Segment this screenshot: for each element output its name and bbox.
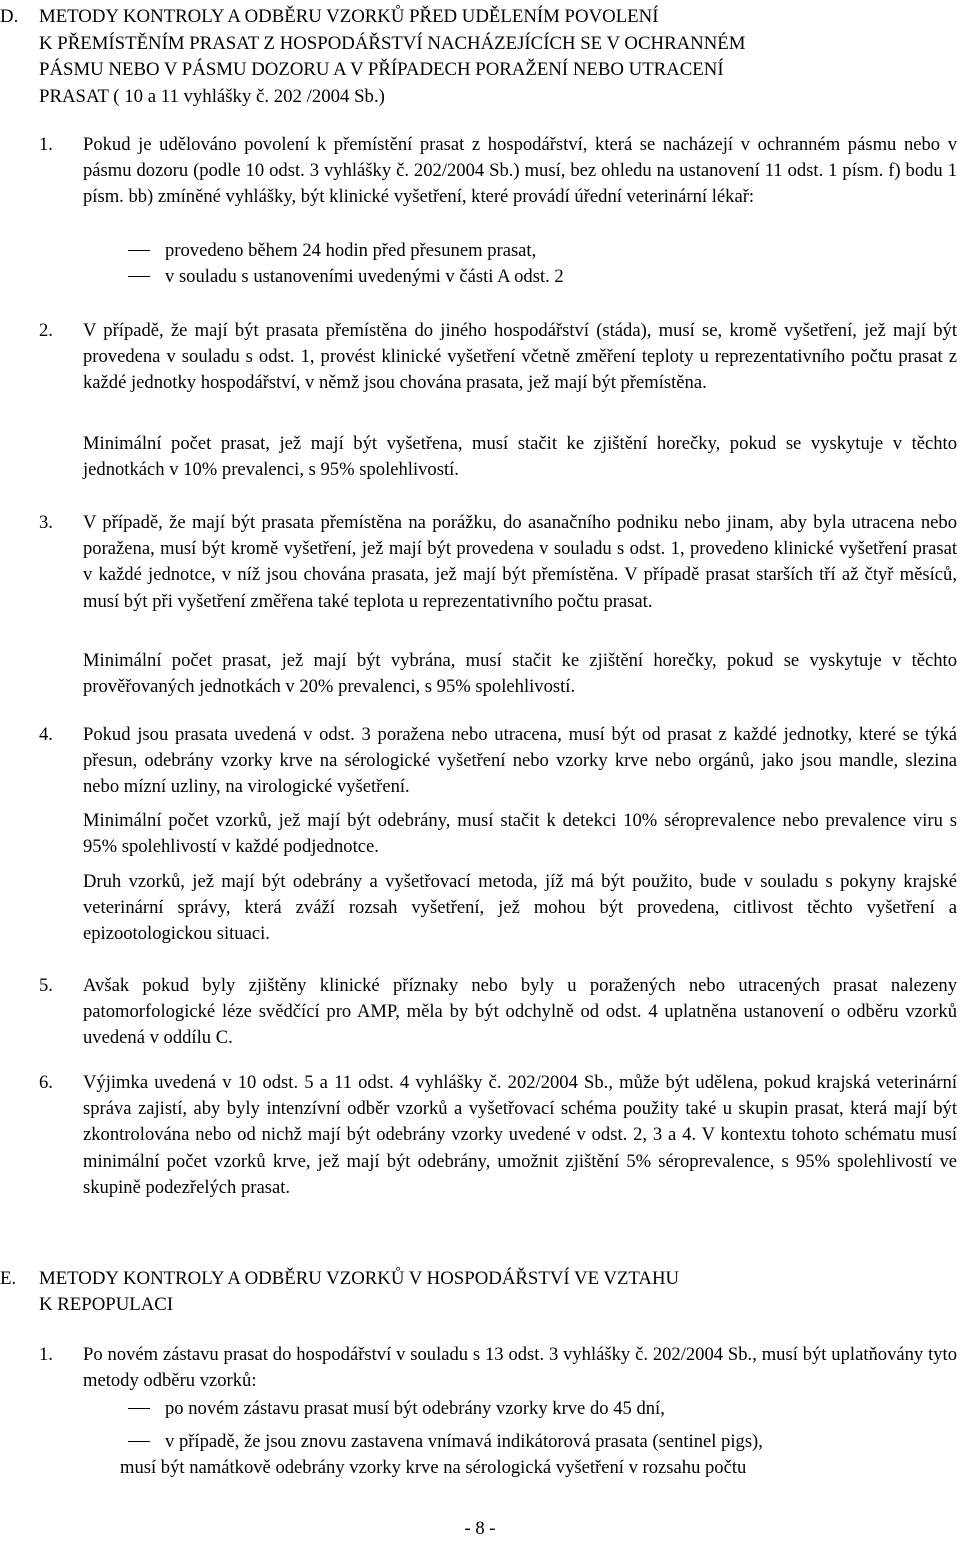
item-number: 1. — [39, 134, 53, 155]
section-d-letter: D. — [0, 6, 19, 27]
item-text: V případě, že mají být prasata přemístěna na porážku, do asanačního podniku nebo jinam, aby byla utracena nebo poražena, musí být kromě vyšetření, jež mají být provedena v souladu s odst. 1, provedeno klinické vyšetření prasat v každé jednotce, v níž jsou chována prasata, jež mají být přemístěna. V případě prasat starších tří až čtyř měsíců, musí být při vyšetření změřena také teplota u reprezentativního počtu prasat. — [83, 512, 957, 612]
item-text: Avšak pokud byly zjištěny klinické příznaky nebo byly u poražených nebo utracených prasat nalezeny patomorfologické léze svědčící pro AMP, měla by být odchylně od odst. 4 uplatněna ustanovení o odběru vzorků uvedená v oddílu C. — [83, 975, 957, 1049]
dash-marker — [128, 1441, 150, 1442]
item-number: 1. — [39, 1344, 53, 1365]
item-paragraph: Minimální počet vzorků, jež mají být odebrány, musí stačit k detekci 10% séroprevalence nebo prevalence viru s 95% spolehlivostí v každé podjednotce. — [83, 810, 957, 858]
section-e-title-line-1: METODY KONTROLY A ODBĚRU VZORKŮ V HOSPODÁŘSTVÍ VE VZTAHU — [39, 1268, 680, 1289]
section-e-title-line-2: K REPOPULACI — [39, 1294, 174, 1315]
item-number: 4. — [39, 724, 53, 745]
item-number: 2. — [39, 320, 53, 341]
section-d-title-line-3: PÁSMU NEBO V PÁSMU DOZORU A V PŘÍPADECH PORAŽENÍ NEBO UTRACENÍ — [39, 59, 724, 80]
item-paragraph: Minimální počet prasat, jež mají být vybrána, musí stačit ke zjištění horečky, pokud se vyskytuje v těchto prověřovaných jednotkách v 20% prevalenci, s 95% spolehlivostí. — [83, 650, 957, 698]
item-number: 3. — [39, 512, 53, 533]
dash-marker — [128, 276, 150, 277]
item-paragraph: Minimální počet prasat, jež mají být vyšetřena, musí stačit ke zjištění horečky, pokud se vyskytuje v těchto jednotkách v 10% prevalenci, s 95% spolehlivostí. — [83, 433, 957, 481]
section-d-title-line-1: METODY KONTROLY A ODBĚRU VZORKŮ PŘED UDĚLENÍM POVOLENÍ — [39, 6, 659, 27]
item-text: Po novém zástavu prasat do hospodářství v souladu s 13 odst. 3 vyhlášky č. 202/2004 Sb., musí být uplatňovány tyto metody odběru vzorků: — [83, 1344, 957, 1392]
item-text: Pokud jsou prasata uvedená v odst. 3 poražena nebo utracena, musí být od prasat z každé jednotky, které se týká přesun, odebrány vzorky krve na sérologické vyšetření nebo vzorky krve nebo orgánů, jako jsou mandle, slezina nebo mízní uzliny, na virologické vyšetření. — [83, 724, 957, 798]
bullet-text: v případě, že jsou znovu zastavena vnímavá indikátorová prasata (sentinel pigs), — [165, 1431, 763, 1452]
bullet-text: provedeno během 24 hodin před přesunem prasat, — [165, 240, 537, 261]
section-e-letter: E. — [0, 1268, 17, 1289]
item-text: V případě, že mají být prasata přemístěna do jiného hospodářství (stáda), musí se, kromě vyšetření, jež mají být provedena v souladu s odst. 1, provést klinické vyšetření včetně změření teploty u reprezentativního počtu prasat z každé jednotky hospodářství, v němž jsou chována prasata, jež mají být přemístěna. — [83, 320, 957, 394]
dash-marker — [128, 250, 150, 251]
item-text: Výjimka uvedená v 10 odst. 5 a 11 odst. 4 vyhlášky č. 202/2004 Sb., může být udělena, pokud krajská veterinární správa zajistí, aby byly intenzívní odběr vzorků a vyšetřovací schéma použity také u skupin prasat, která mají být zkontrolována nebo od nichž mají být odebrány vzorky uvedené v odst. 2, 3 a 4. V kontextu tohoto schématu musí minimální počet vzorků krve, jež mají být odebrány, umožnit zjištění 5% séroprevalence, s 95% spolehlivostí ve skupině podezřelých prasat. — [83, 1072, 957, 1198]
section-d-title-line-2: K PŘEMÍSTĚNÍM PRASAT Z HOSPODÁŘSTVÍ NACHÁZEJÍCÍCH SE V OCHRANNÉM — [39, 33, 746, 54]
item-continuation: musí být namátkově odebrány vzorky krve na sérologická vyšetření v rozsahu počtu — [120, 1457, 747, 1478]
section-d-title-line-4: PRASAT ( 10 a 11 vyhlášky č. 202 /2004 Sb.) — [39, 86, 385, 107]
page-number: - 8 - — [464, 1518, 496, 1539]
item-number: 5. — [39, 975, 53, 996]
item-paragraph: Druh vzorků, jež mají být odebrány a vyšetřovací metoda, jíž má být použito, bude v souladu s pokyny krajské veterinární správy, která zváží rozsah vyšetření, jež mohou být provedena, citlivost těchto vyšetření a epizootologickou situaci. — [83, 871, 957, 945]
dash-marker — [128, 1408, 150, 1409]
bullet-text: po novém zástavu prasat musí být odebrány vzorky krve do 45 dní, — [165, 1398, 665, 1419]
item-text: Pokud je udělováno povolení k přemístění prasat z hospodářství, která se nacházejí v ochranném pásmu nebo v pásmu dozoru (podle 10 odst. 3 vyhlášky č. 202/2004 Sb.) musí, bez ohledu na ustanovení 11 odst. 1 písm. f) bodu 1 písm. bb) zmíněné vyhlášky, být klinické vyšetření, které provádí úřední veterinární lékař: — [83, 134, 957, 208]
item-number: 6. — [39, 1072, 53, 1093]
bullet-text: v souladu s ustanoveními uvedenými v části A odst. 2 — [165, 266, 564, 287]
